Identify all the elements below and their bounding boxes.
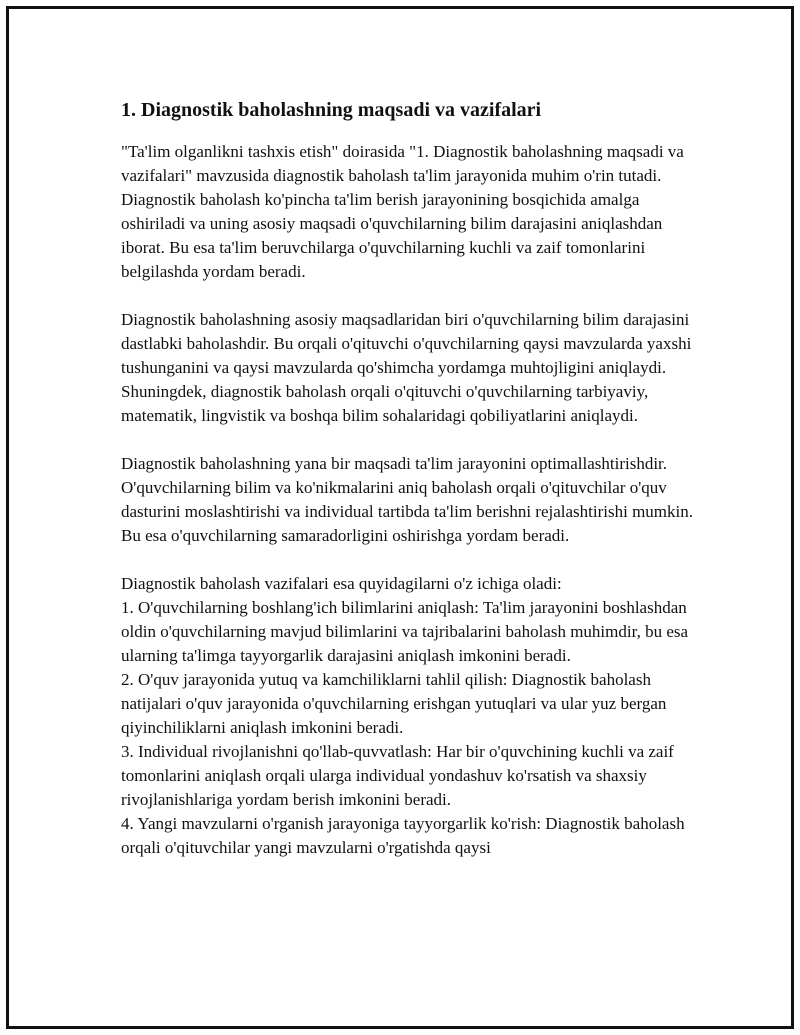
document-body: [121, 97, 701, 860]
task-item-1: 1. O'quvchilarning boshlang'ich bilimlarini aniqlash: Ta'lim jarayonini boshlashdan oldin o'quvchilarning mavjud bilimlarini va tajribalarini baholash muhimdir, bu esa ularning ta'limga tayyorgarlik darajasini aniqlash imkonini beradi.: [121, 598, 689, 665]
paragraph-intro: "Ta'lim olganlikni tashxis etish" doirasida "1. Diagnostik baholashning maqsadi va vazifalari" mavzusida diagnostik baholash ta'lim jarayonida muhim o'rin tutadi. Diagnostik baholash ko'pincha ta'lim berish jarayonining bosqichida amalga oshiriladi va uning asosiy maqsadi o'quvchilarning bilim darajasini aniqlashdan iborat. Bu esa ta'lim beruvchilarga o'quvchilarning kuchli va zaif tomonlarini belgilashda yordam beradi.: [121, 142, 684, 281]
page-frame: [6, 6, 794, 1029]
paragraph-goals: Diagnostik baholashning asosiy maqsadlaridan biri o'quvchilarning bilim darajasini dastlabki baholashdir. Bu orqali o'qituvchi o'quvchilarning qaysi mavzularda yaxshi tushunganini va qaysi mavzularda qo'shimcha yordamga muhtojligini aniqlaydi. Shuningdek, diagnostik baholash orqali o'qituvchi o'quvchilarning tarbiyaviy, matematik, lingvistik va boshqa bilim sohalaridagi qobiliyatlarini aniqlaydi.: [121, 310, 692, 425]
task-item-3: 3. Individual rivojlanishni qo'llab-quvvatlash: Har bir o'quvchining kuchli va zaif tomonlarini aniqlash orqali ularga individual yondashuv ko'rsatish va shaxsiy rivojlanishlariga yordam berish imkonini beradi.: [121, 742, 674, 809]
task-item-4: 4. Yangi mavzularni o'rganish jarayoniga tayyorgarlik ko'rish: Diagnostik baholash orqali o'qituvchilar yangi mavzularni o'rgatishda qaysi: [121, 814, 685, 857]
task-item-2: 2. O'quv jarayonida yutuq va kamchiliklarni tahlil qilish: Diagnostik baholash natijalari o'quv jarayonida o'quvchilarning erishgan yutuqlari va ular yuz bergan qiyinchiliklarni aniqlash imkonini beradi.: [121, 670, 667, 737]
paragraph-optimization: Diagnostik baholashning yana bir maqsadi ta'lim jarayonini optimallashtirishdir. O'quvchilarning bilim va ko'nikmalarini aniq baholash orqali o'qituvchilar o'quv dasturini moslashtirishi va individual tartibda ta'lim berishni rejalashtirishi mumkin. Bu esa o'quvchilarning samaradorligini oshirishga yordam beradi.: [121, 454, 694, 545]
document-title: 1. Diagnostik baholashning maqsadi va vazifalari: [121, 99, 542, 121]
tasks-intro: Diagnostik baholash vazifalari esa quyidagilarni o'z ichiga oladi:: [121, 574, 562, 593]
